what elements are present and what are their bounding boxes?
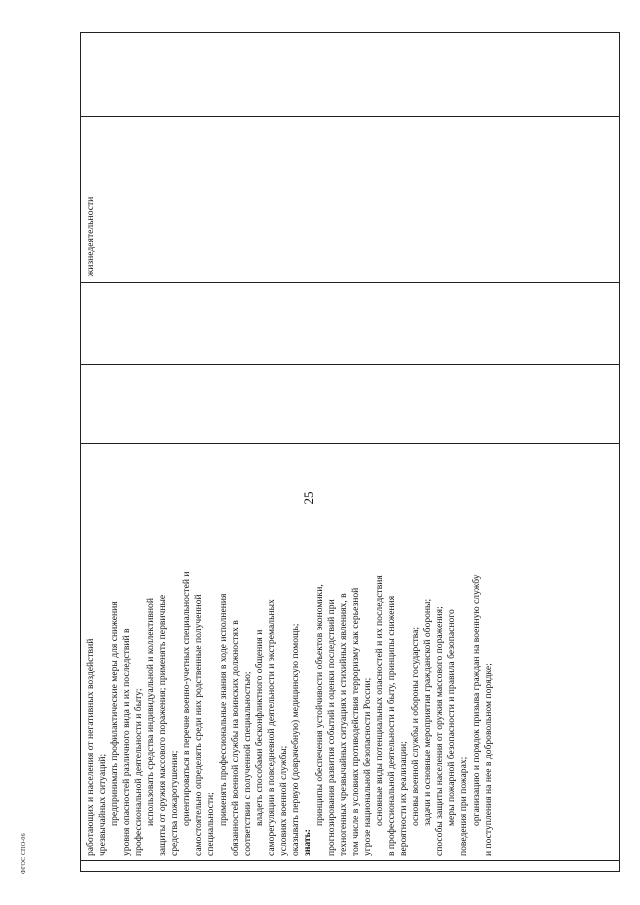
competency-text-line: обязанностей военной службы на воинских должностях в bbox=[229, 620, 241, 857]
competency-text-line: специальности; bbox=[205, 792, 217, 857]
table-cell-discipline bbox=[81, 117, 619, 284]
footer-document-code: ФГОС СПО-06 bbox=[21, 833, 27, 874]
competency-text-line: оказывать первую (доврачебную) медицинскую помощь; bbox=[289, 623, 301, 857]
curriculum-table-wrapper bbox=[80, 32, 620, 872]
curriculum-table bbox=[80, 32, 620, 872]
competency-text-line: вероятности их реализации; bbox=[398, 741, 410, 857]
competency-text-line: принципы обеспечения устойчивости объектов экономики, bbox=[313, 584, 325, 827]
competency-text-line: использовать средства индивидуальной и коллективной bbox=[145, 598, 157, 827]
competency-text-line: предпринимать профилактические меры для снижения bbox=[109, 601, 121, 827]
competency-text-line: самостоятельно определять среди них родственные полученной bbox=[193, 594, 205, 857]
table-cell-competency-codes bbox=[81, 33, 619, 117]
table-cell-hours-class bbox=[81, 283, 619, 365]
competency-text-line: способы защиты населения от оружия массового поражения; bbox=[434, 606, 446, 857]
competency-text-line: основы военной службы и обороны государства; bbox=[410, 626, 422, 827]
table-cell-hours-max bbox=[81, 365, 619, 444]
competency-text-line: том числе в условиях противодействия терроризму как серьезной bbox=[350, 587, 362, 857]
competency-text-line: уровня опасностей различного вида и их последствий в bbox=[121, 628, 133, 857]
table-cell-index bbox=[81, 861, 619, 871]
competency-text-line: меры пожарной безопасности и правила безопасного bbox=[446, 609, 458, 827]
competency-text-line: владеть способами бесконфликтного общения и bbox=[253, 629, 265, 827]
competency-text-line: условиях военной службы; bbox=[277, 745, 289, 857]
competency-text-line: и поступления на нее в добровольном порядке; bbox=[482, 663, 494, 857]
competency-text-line: защиты от оружия массового поражения; применять первичные bbox=[157, 594, 169, 857]
competency-text-line: в профессиональной деятельности и быту, принципы снижения bbox=[386, 595, 398, 857]
competency-text-line: соответствии с полученной специальностью; bbox=[241, 671, 253, 857]
competency-text-line: работающих и населения от негативных воздействий bbox=[85, 638, 96, 857]
competency-text-line: применять профессиональные знания в ходе исполнения bbox=[217, 593, 229, 827]
competency-text-line: саморегуляции в повседневной деятельности и экстремальных bbox=[265, 599, 277, 857]
competency-text-line: знать: bbox=[301, 829, 313, 857]
competency-text-line: задачи и основные мероприятия гражданской обороны; bbox=[422, 598, 434, 827]
competency-text-line: чрезвычайных ситуаций; bbox=[97, 753, 109, 857]
discipline-name: жизнедеятельности bbox=[85, 196, 96, 277]
competency-text-line: основные виды потенциальных опасностей и их последствия bbox=[374, 575, 386, 827]
competency-text-line: поведения при пожарах; bbox=[458, 756, 470, 857]
competency-text-line: организацию и порядок призыва граждан на военную службу bbox=[470, 574, 482, 827]
competency-text-line: профессиональной деятельности и быту; bbox=[133, 688, 145, 857]
competency-text-line: техногенных чрезвычайных ситуациях и стихийных явлениях, в bbox=[337, 593, 349, 857]
page-number: 25 bbox=[301, 491, 316, 505]
competency-text-line: ориентироваться в перечне военно-учетных специальностей и bbox=[181, 571, 193, 827]
competency-text-line: прогнозирования развития событий и оценки последствий при bbox=[325, 599, 337, 857]
competency-text-line: угрозе национальной безопасности России; bbox=[362, 677, 374, 857]
table-cell-competency-text bbox=[81, 444, 619, 861]
competency-text-line: средства пожаротушения; bbox=[169, 750, 181, 857]
